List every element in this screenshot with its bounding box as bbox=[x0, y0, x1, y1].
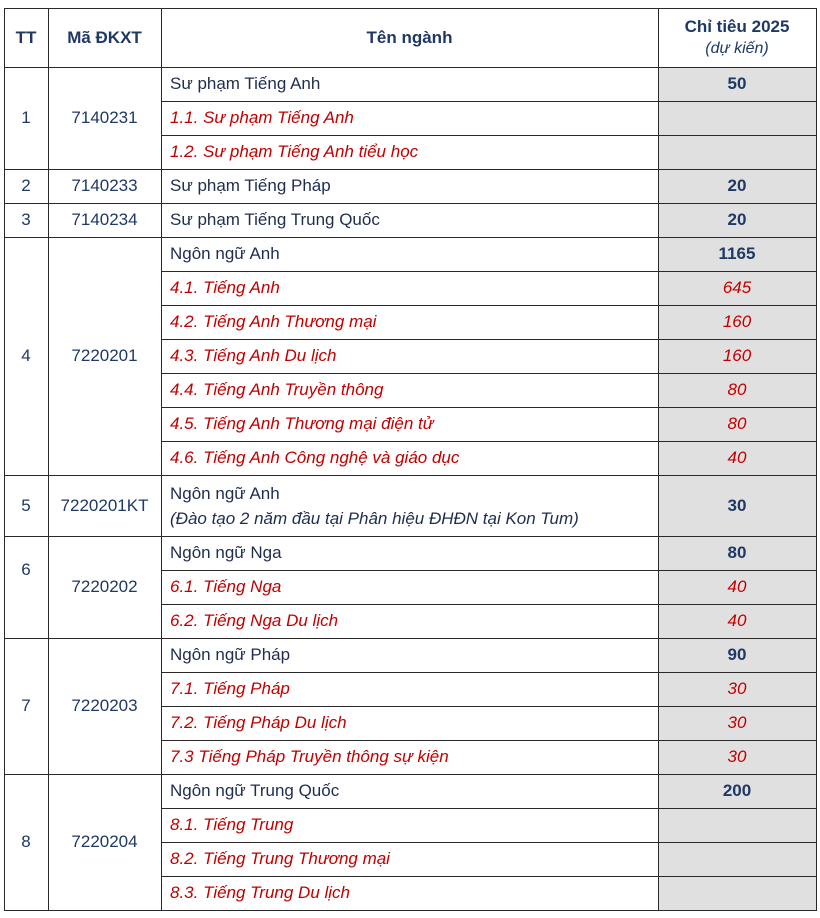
row-number: 7 bbox=[21, 696, 31, 715]
major-name: 4.5. Tiếng Anh Thương mại điện tử bbox=[170, 414, 434, 433]
row-number: 6 bbox=[21, 560, 31, 579]
quota-value: 40 bbox=[658, 604, 816, 638]
quota-value: 200 bbox=[658, 774, 816, 808]
major-name: 8.2. Tiếng Trung Thương mại bbox=[170, 849, 390, 868]
grid-line bbox=[4, 237, 817, 238]
major-name: 4.1. Tiếng Anh bbox=[170, 278, 280, 297]
major-name: 8.3. Tiếng Trung Du lịch bbox=[170, 883, 351, 902]
row-number: 1 bbox=[21, 108, 31, 127]
header-quota-note: (dự kiến) bbox=[705, 39, 769, 57]
quota-value: 40 bbox=[658, 570, 816, 604]
grid-line bbox=[4, 536, 817, 537]
quota-value: 80 bbox=[658, 536, 816, 570]
grid-line bbox=[816, 8, 817, 911]
header-quota bbox=[658, 8, 816, 67]
major-name: Sư phạm Tiếng Anh bbox=[170, 74, 321, 93]
major-name: Sư phạm Tiếng Trung Quốc bbox=[170, 210, 380, 229]
header-name: Tên ngành bbox=[366, 27, 453, 47]
major-name: 7.3 Tiếng Pháp Truyền thông sự kiện bbox=[170, 747, 449, 766]
major-name: 8.1. Tiếng Trung bbox=[170, 815, 294, 834]
grid-line bbox=[4, 774, 817, 775]
major-name: 7.2. Tiếng Pháp Du lịch bbox=[170, 713, 347, 732]
row-number: 2 bbox=[21, 176, 31, 195]
major-name: 6.2. Tiếng Nga Du lịch bbox=[170, 611, 339, 630]
grid-line bbox=[161, 373, 817, 374]
quota-value: 20 bbox=[658, 203, 816, 237]
registration-code: 7220202 bbox=[71, 577, 138, 596]
quota-value: 30 bbox=[658, 672, 816, 706]
row-number: 3 bbox=[21, 210, 31, 229]
major-name: Ngôn ngữ Anh bbox=[170, 244, 280, 263]
quota-value: 30 bbox=[658, 706, 816, 740]
registration-code: 7220203 bbox=[71, 696, 138, 715]
major-name: 6.1. Tiếng Nga bbox=[170, 577, 282, 596]
quota-value: 20 bbox=[658, 169, 816, 203]
quota-value: 30 bbox=[658, 475, 816, 536]
admission-quota-table bbox=[4, 8, 816, 912]
grid-line bbox=[4, 475, 817, 476]
registration-code: 7140234 bbox=[71, 210, 138, 229]
quota-value: 50 bbox=[658, 67, 816, 101]
quota-value: 160 bbox=[658, 339, 816, 373]
grid-line bbox=[4, 169, 817, 170]
quota-value: 1165 bbox=[658, 237, 816, 271]
major-name: 7.1. Tiếng Pháp bbox=[170, 679, 290, 698]
quota-value: 30 bbox=[658, 740, 816, 774]
header-quota-title: Chỉ tiêu 2025 bbox=[684, 16, 790, 36]
registration-code: 7140233 bbox=[71, 176, 138, 195]
major-name-line: Ngôn ngữ Anh bbox=[170, 483, 280, 503]
grid-line bbox=[161, 876, 817, 877]
major-name: Ngôn ngữ Trung Quốc bbox=[170, 781, 340, 800]
grid-line bbox=[4, 203, 817, 204]
quota-value bbox=[658, 101, 816, 135]
grid-line bbox=[4, 910, 817, 911]
major-name-note: (Đào tạo 2 năm đầu tại Phân hiệu ĐHĐN tại Kon Tum) bbox=[170, 508, 579, 528]
grid-line bbox=[4, 8, 5, 911]
major-name: Ngôn ngữ Nga bbox=[170, 543, 282, 562]
grid-line bbox=[161, 8, 162, 911]
grid-line bbox=[4, 8, 817, 9]
grid-line bbox=[161, 101, 817, 102]
quota-value: 645 bbox=[658, 271, 816, 305]
row-number: 4 bbox=[21, 346, 31, 365]
grid-line bbox=[161, 740, 817, 741]
registration-code: 7220204 bbox=[71, 832, 138, 851]
grid-line bbox=[161, 842, 817, 843]
registration-code: 7140231 bbox=[71, 108, 138, 127]
quota-value: 90 bbox=[658, 638, 816, 672]
row-number: 5 bbox=[21, 495, 31, 515]
major-name: 4.3. Tiếng Anh Du lịch bbox=[170, 346, 337, 365]
quota-value bbox=[658, 842, 816, 876]
grid-line bbox=[161, 271, 817, 272]
grid-line bbox=[161, 441, 817, 442]
major-name: 4.4. Tiếng Anh Truyền thông bbox=[170, 380, 384, 399]
grid-line bbox=[4, 67, 817, 68]
header-code: Mã ĐKXT bbox=[67, 27, 142, 47]
quota-value bbox=[658, 876, 816, 910]
grid-line bbox=[658, 8, 659, 911]
major-name: Ngôn ngữ Pháp bbox=[170, 645, 291, 664]
major-name: 4.6. Tiếng Anh Công nghệ và giáo dục bbox=[170, 448, 460, 467]
quota-value bbox=[658, 808, 816, 842]
row-number: 8 bbox=[21, 832, 31, 851]
major-name: 4.2. Tiếng Anh Thương mại bbox=[170, 312, 377, 331]
quota-value: 80 bbox=[658, 373, 816, 407]
grid-line bbox=[161, 339, 817, 340]
quota-value: 40 bbox=[658, 441, 816, 475]
header-tt: TT bbox=[15, 27, 37, 47]
registration-code: 7220201KT bbox=[60, 495, 149, 515]
quota-value: 80 bbox=[658, 407, 816, 441]
grid-line bbox=[161, 672, 817, 673]
grid-line bbox=[161, 604, 817, 605]
grid-line bbox=[4, 638, 817, 639]
grid-line bbox=[48, 8, 49, 911]
grid-line bbox=[161, 570, 817, 571]
quota-value: 160 bbox=[658, 305, 816, 339]
major-name: 1.2. Sư phạm Tiếng Anh tiểu học bbox=[170, 142, 419, 161]
grid-line bbox=[161, 305, 817, 306]
registration-code: 7220201 bbox=[71, 346, 138, 365]
grid-line bbox=[161, 808, 817, 809]
major-name bbox=[161, 475, 658, 536]
grid-line bbox=[161, 135, 817, 136]
major-name: Sư phạm Tiếng Pháp bbox=[170, 176, 331, 195]
grid-line bbox=[161, 407, 817, 408]
grid-line bbox=[161, 706, 817, 707]
quota-value bbox=[658, 135, 816, 169]
major-name: 1.1. Sư phạm Tiếng Anh bbox=[170, 108, 354, 127]
